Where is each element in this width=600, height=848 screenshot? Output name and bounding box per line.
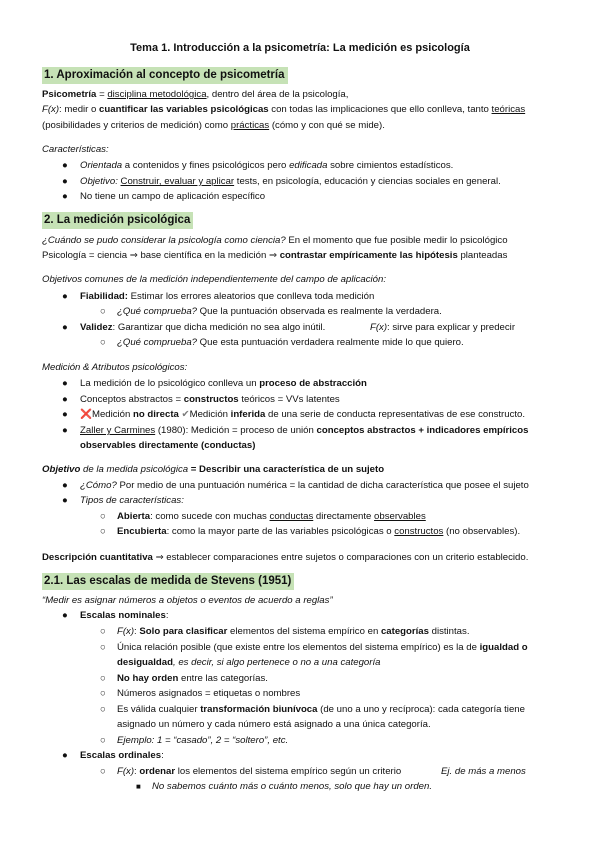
m3-e: de una serie de conducta representativas de ese constructo. bbox=[265, 409, 526, 420]
g1-a: ¿Cómo? bbox=[80, 480, 117, 491]
goal-c: = Describir una característica de un sujeto bbox=[188, 464, 385, 475]
bullet-circle: ○ bbox=[100, 673, 106, 684]
fx-line bbox=[42, 103, 525, 116]
eq-d: planteadas bbox=[457, 250, 508, 261]
g2b-c: constructos bbox=[394, 526, 444, 537]
f-a: Fiabilidad: bbox=[80, 291, 128, 302]
ciencia-equation bbox=[42, 249, 507, 262]
m3-c: Medición bbox=[189, 409, 231, 420]
c2-b: Construir, evaluar y aplicar bbox=[120, 176, 235, 187]
arrow-icon: ⇒ bbox=[152, 552, 164, 563]
n1-e: categorías bbox=[380, 626, 429, 637]
goal-b: de la medida psicológica bbox=[80, 464, 189, 475]
n3-a: No hay orden bbox=[117, 673, 179, 684]
bullet-circle: ○ bbox=[100, 526, 106, 537]
o1-b: : bbox=[134, 766, 140, 777]
validez-fx bbox=[370, 321, 515, 334]
fiabilidad-item bbox=[80, 290, 374, 303]
objetivos-label: Objetivos comunes de la medición independientemente del campo de aplicación: bbox=[42, 274, 386, 285]
ordinal-example: Ej. de más a menos bbox=[441, 766, 526, 777]
l3-b: prácticas bbox=[230, 120, 270, 131]
g2b-a: Encubierta bbox=[117, 526, 167, 537]
medicion-1 bbox=[80, 377, 367, 390]
fiabilidad-question bbox=[117, 305, 442, 318]
m2-c: teóricos = VVs latentes bbox=[238, 394, 340, 405]
o1-a: F(x) bbox=[117, 766, 135, 777]
stevens-quote: “Medir es asignar números a objetos o eventos de acuerdo a reglas” bbox=[42, 595, 333, 606]
bullet-circle: ○ bbox=[100, 306, 106, 317]
eq-b: base científica en la medición bbox=[137, 250, 269, 261]
nominal-5 bbox=[117, 703, 525, 716]
c1-a: Orientada bbox=[80, 160, 123, 171]
bullet-circle: ○ bbox=[100, 688, 106, 699]
nominal-4: Números asignados = etiquetas o nombres bbox=[117, 688, 301, 699]
o1-c: ordenar bbox=[139, 766, 176, 777]
ord-colon: : bbox=[161, 750, 164, 761]
n5-a: Es válida cualquier bbox=[117, 704, 201, 715]
g2a-c: conductas bbox=[269, 511, 314, 522]
vq-a: ¿Qué comprueba? bbox=[117, 337, 197, 348]
nominal-3 bbox=[117, 672, 268, 685]
bullet-dot: ● bbox=[62, 480, 68, 491]
g2b-d: (no observables). bbox=[443, 526, 521, 537]
n1-f: distintas. bbox=[428, 626, 470, 637]
bullet-dot: ● bbox=[62, 425, 68, 436]
ordinal-2: No sabemos cuánto más o cuánto menos, solo que hay un orden. bbox=[152, 781, 432, 792]
section-1-heading: 1. Aproximación al concepto de psicometría bbox=[42, 67, 288, 84]
medicion-4 bbox=[80, 424, 528, 437]
fx-d: teóricas bbox=[491, 104, 526, 115]
c2-c: tests, en psicología, educación y ciencias sociales en general. bbox=[234, 176, 501, 187]
fx-b: cuantificar las variables psicológicas bbox=[99, 104, 269, 115]
vfx-a: F(x) bbox=[370, 322, 388, 333]
abierta-item bbox=[117, 510, 426, 523]
encubierta-item bbox=[117, 525, 520, 538]
vfx-b: : sirve para explicar y predecir bbox=[387, 322, 516, 333]
v-b: : Garantizar que dicha medición no sea algo inútil. bbox=[112, 322, 326, 333]
n2-c: desigualdad bbox=[117, 657, 173, 668]
bullet-dot: ● bbox=[62, 750, 68, 761]
g2a-e: observables bbox=[374, 511, 426, 522]
bullet-circle: ○ bbox=[100, 704, 106, 715]
bullet-circle: ○ bbox=[100, 642, 106, 653]
vq-b: Que esta puntuación verdadera realmente mide lo que quiero. bbox=[197, 337, 464, 348]
n1-d: elementos del sistema empírico en bbox=[227, 626, 381, 637]
bullet-circle: ○ bbox=[100, 511, 106, 522]
fx-a: : medir o bbox=[59, 104, 100, 115]
validez-question bbox=[117, 336, 464, 349]
escalas-ordinales bbox=[80, 749, 164, 762]
g2a-a: Abierta bbox=[117, 511, 151, 522]
g2b-b: : como la mayor parte de las variables psicológicas o bbox=[166, 526, 395, 537]
bullet-square: ■ bbox=[136, 782, 141, 791]
fx-label: F(x) bbox=[42, 104, 60, 115]
m2-b: constructos bbox=[183, 394, 239, 405]
n3-b: entre las categorías. bbox=[178, 673, 268, 684]
g2a-d: directamente bbox=[313, 511, 375, 522]
medicion-3 bbox=[80, 408, 525, 421]
fx-line-cont bbox=[42, 119, 385, 132]
desc-a: Descripción cuantitativa bbox=[42, 552, 153, 563]
como-item bbox=[80, 479, 529, 492]
tipos-item: Tipos de características: bbox=[80, 495, 184, 506]
goal-a: Objetivo bbox=[42, 464, 81, 475]
bullet-dot: ● bbox=[62, 176, 68, 187]
n5-b: transformación biunívoca bbox=[200, 704, 318, 715]
fx-c: con todas las implicaciones que ello conlleva, tanto bbox=[268, 104, 492, 115]
g1-b: Por medio de una puntuación numérica = la cantidad de dicha característica que posee el sujeto bbox=[116, 480, 529, 491]
c2-a: Objetivo: bbox=[80, 176, 121, 187]
validez-item bbox=[80, 321, 325, 334]
bullet-circle: ○ bbox=[100, 337, 106, 348]
n5-c: (de uno a uno y recíproca): cada categoría tiene bbox=[317, 704, 525, 715]
caracteristicas-label: Características: bbox=[42, 144, 109, 155]
section-2-heading: 2. La medición psicológica bbox=[42, 212, 193, 229]
n1-c: Solo para clasificar bbox=[139, 626, 228, 637]
o1-d: los elementos del sistema empírico según un criterio bbox=[175, 766, 402, 777]
g2a-b: : como sucede con muchas bbox=[150, 511, 270, 522]
q-a: ¿Cuándo se pudo considerar la psicología como ciencia? bbox=[42, 235, 286, 246]
n2-a: Única relación posible (que existe entre los elementos del sistema empírico) es la de bbox=[117, 642, 480, 653]
section-2-1-heading: 2.1. Las escalas de medida de Stevens (1951) bbox=[42, 573, 294, 590]
caracteristica-3: No tiene un campo de aplicación específico bbox=[80, 191, 266, 202]
nominal-6: Ejemplo: 1 = “casado”, 2 = “soltero”, etc. bbox=[117, 735, 289, 746]
m3-a: Medición bbox=[91, 409, 134, 420]
c1-d: sobre cimientos estadísticos. bbox=[327, 160, 454, 171]
def-rest: , dentro del área de la psicología, bbox=[206, 89, 349, 100]
l3-c: (cómo y con qué se mide). bbox=[269, 120, 385, 131]
m4-c: conceptos abstractos + indicadores empíricos bbox=[316, 425, 529, 436]
n1-a: F(x) bbox=[117, 626, 135, 637]
ciencia-question bbox=[42, 234, 508, 247]
caracteristica-2 bbox=[80, 175, 501, 188]
def-link: disciplina metodológica bbox=[107, 89, 207, 100]
bullet-dot: ● bbox=[62, 322, 68, 333]
cross-mark-icon: ❌ bbox=[80, 409, 92, 420]
medicion-label: Medición & Atributos psicológicos: bbox=[42, 362, 188, 373]
arrow-icon: ⇒ bbox=[129, 250, 138, 261]
bullet-dot: ● bbox=[62, 409, 68, 420]
m1-a: La medición de lo psicológico conlleva un bbox=[80, 378, 260, 389]
n2-b: igualdad o bbox=[479, 642, 528, 653]
c1-b: a contenidos y fines psicológicos pero bbox=[122, 160, 290, 171]
ord: Escalas ordinales bbox=[80, 750, 162, 761]
bullet-dot: ● bbox=[62, 394, 68, 405]
eq-a: Psicología = ciencia bbox=[42, 250, 130, 261]
bullet-dot: ● bbox=[62, 610, 68, 621]
objetivo-medida bbox=[42, 463, 384, 476]
bullet-circle: ○ bbox=[100, 766, 106, 777]
nominal-2 bbox=[117, 641, 528, 654]
q-b: En el momento que fue posible medir lo psicológico bbox=[285, 235, 508, 246]
ordinal-1 bbox=[117, 765, 401, 778]
m3-d: inferida bbox=[230, 409, 266, 420]
bullet-dot: ● bbox=[62, 191, 68, 202]
def-term: Psicometría bbox=[42, 89, 97, 100]
nominal-5-cont: asignado un número y cada número está asignado a una única categoría. bbox=[117, 719, 431, 730]
c1-c: edificada bbox=[289, 160, 328, 171]
bullet-dot: ● bbox=[62, 160, 68, 171]
escalas-nominales bbox=[80, 609, 169, 622]
nom-colon: : bbox=[165, 610, 169, 621]
m2-a: Conceptos abstractos = bbox=[80, 394, 184, 405]
l3-a: (posibilidades y criterios de medición) como bbox=[42, 120, 231, 131]
descripcion-cuantitativa bbox=[42, 551, 528, 564]
caracteristica-1 bbox=[80, 159, 453, 172]
bullet-dot: ● bbox=[62, 378, 68, 389]
m3-b: no directa bbox=[133, 409, 179, 420]
v-a: Validez bbox=[80, 322, 113, 333]
eq-c: contrastar empíricamente las hipótesis bbox=[277, 250, 458, 261]
arrow-icon: ⇒ bbox=[268, 250, 278, 261]
nominal-1 bbox=[117, 625, 469, 638]
def-eq: = bbox=[96, 89, 108, 100]
m1-b: proceso de abstracción bbox=[259, 378, 367, 389]
fq-b: Que la puntuación observada es realmente la verdadera. bbox=[197, 306, 442, 317]
bullet-circle: ○ bbox=[100, 626, 106, 637]
fq-a: ¿Qué comprueba? bbox=[117, 306, 197, 317]
n1-b: : bbox=[134, 626, 140, 637]
check-mark-icon: ✔ bbox=[181, 409, 190, 420]
bullet-dot: ● bbox=[62, 291, 68, 302]
bullet-dot: ● bbox=[62, 495, 68, 506]
n2-d: , es decir, si algo pertenece o no a una categoría bbox=[172, 657, 381, 668]
psicometria-definition bbox=[42, 88, 348, 101]
document-title: Tema 1. Introducción a la psicometría: La medición es psicología bbox=[130, 42, 470, 54]
medicion-2 bbox=[80, 393, 340, 406]
nom: Escalas nominales bbox=[80, 610, 166, 621]
m4-b: (1980): Medición = proceso de unión bbox=[155, 425, 317, 436]
medicion-4-cont: observables directamente (conductas) bbox=[80, 440, 256, 451]
bullet-circle: ○ bbox=[100, 735, 106, 746]
nominal-2-cont bbox=[117, 656, 380, 669]
f-b: Estimar los errores aleatorios que conlleva toda medición bbox=[127, 291, 375, 302]
m4-a: Zaller y Carmines bbox=[80, 425, 156, 436]
desc-b: establecer comparaciones entre sujetos o comparaciones con un criterio establecido. bbox=[163, 552, 529, 563]
